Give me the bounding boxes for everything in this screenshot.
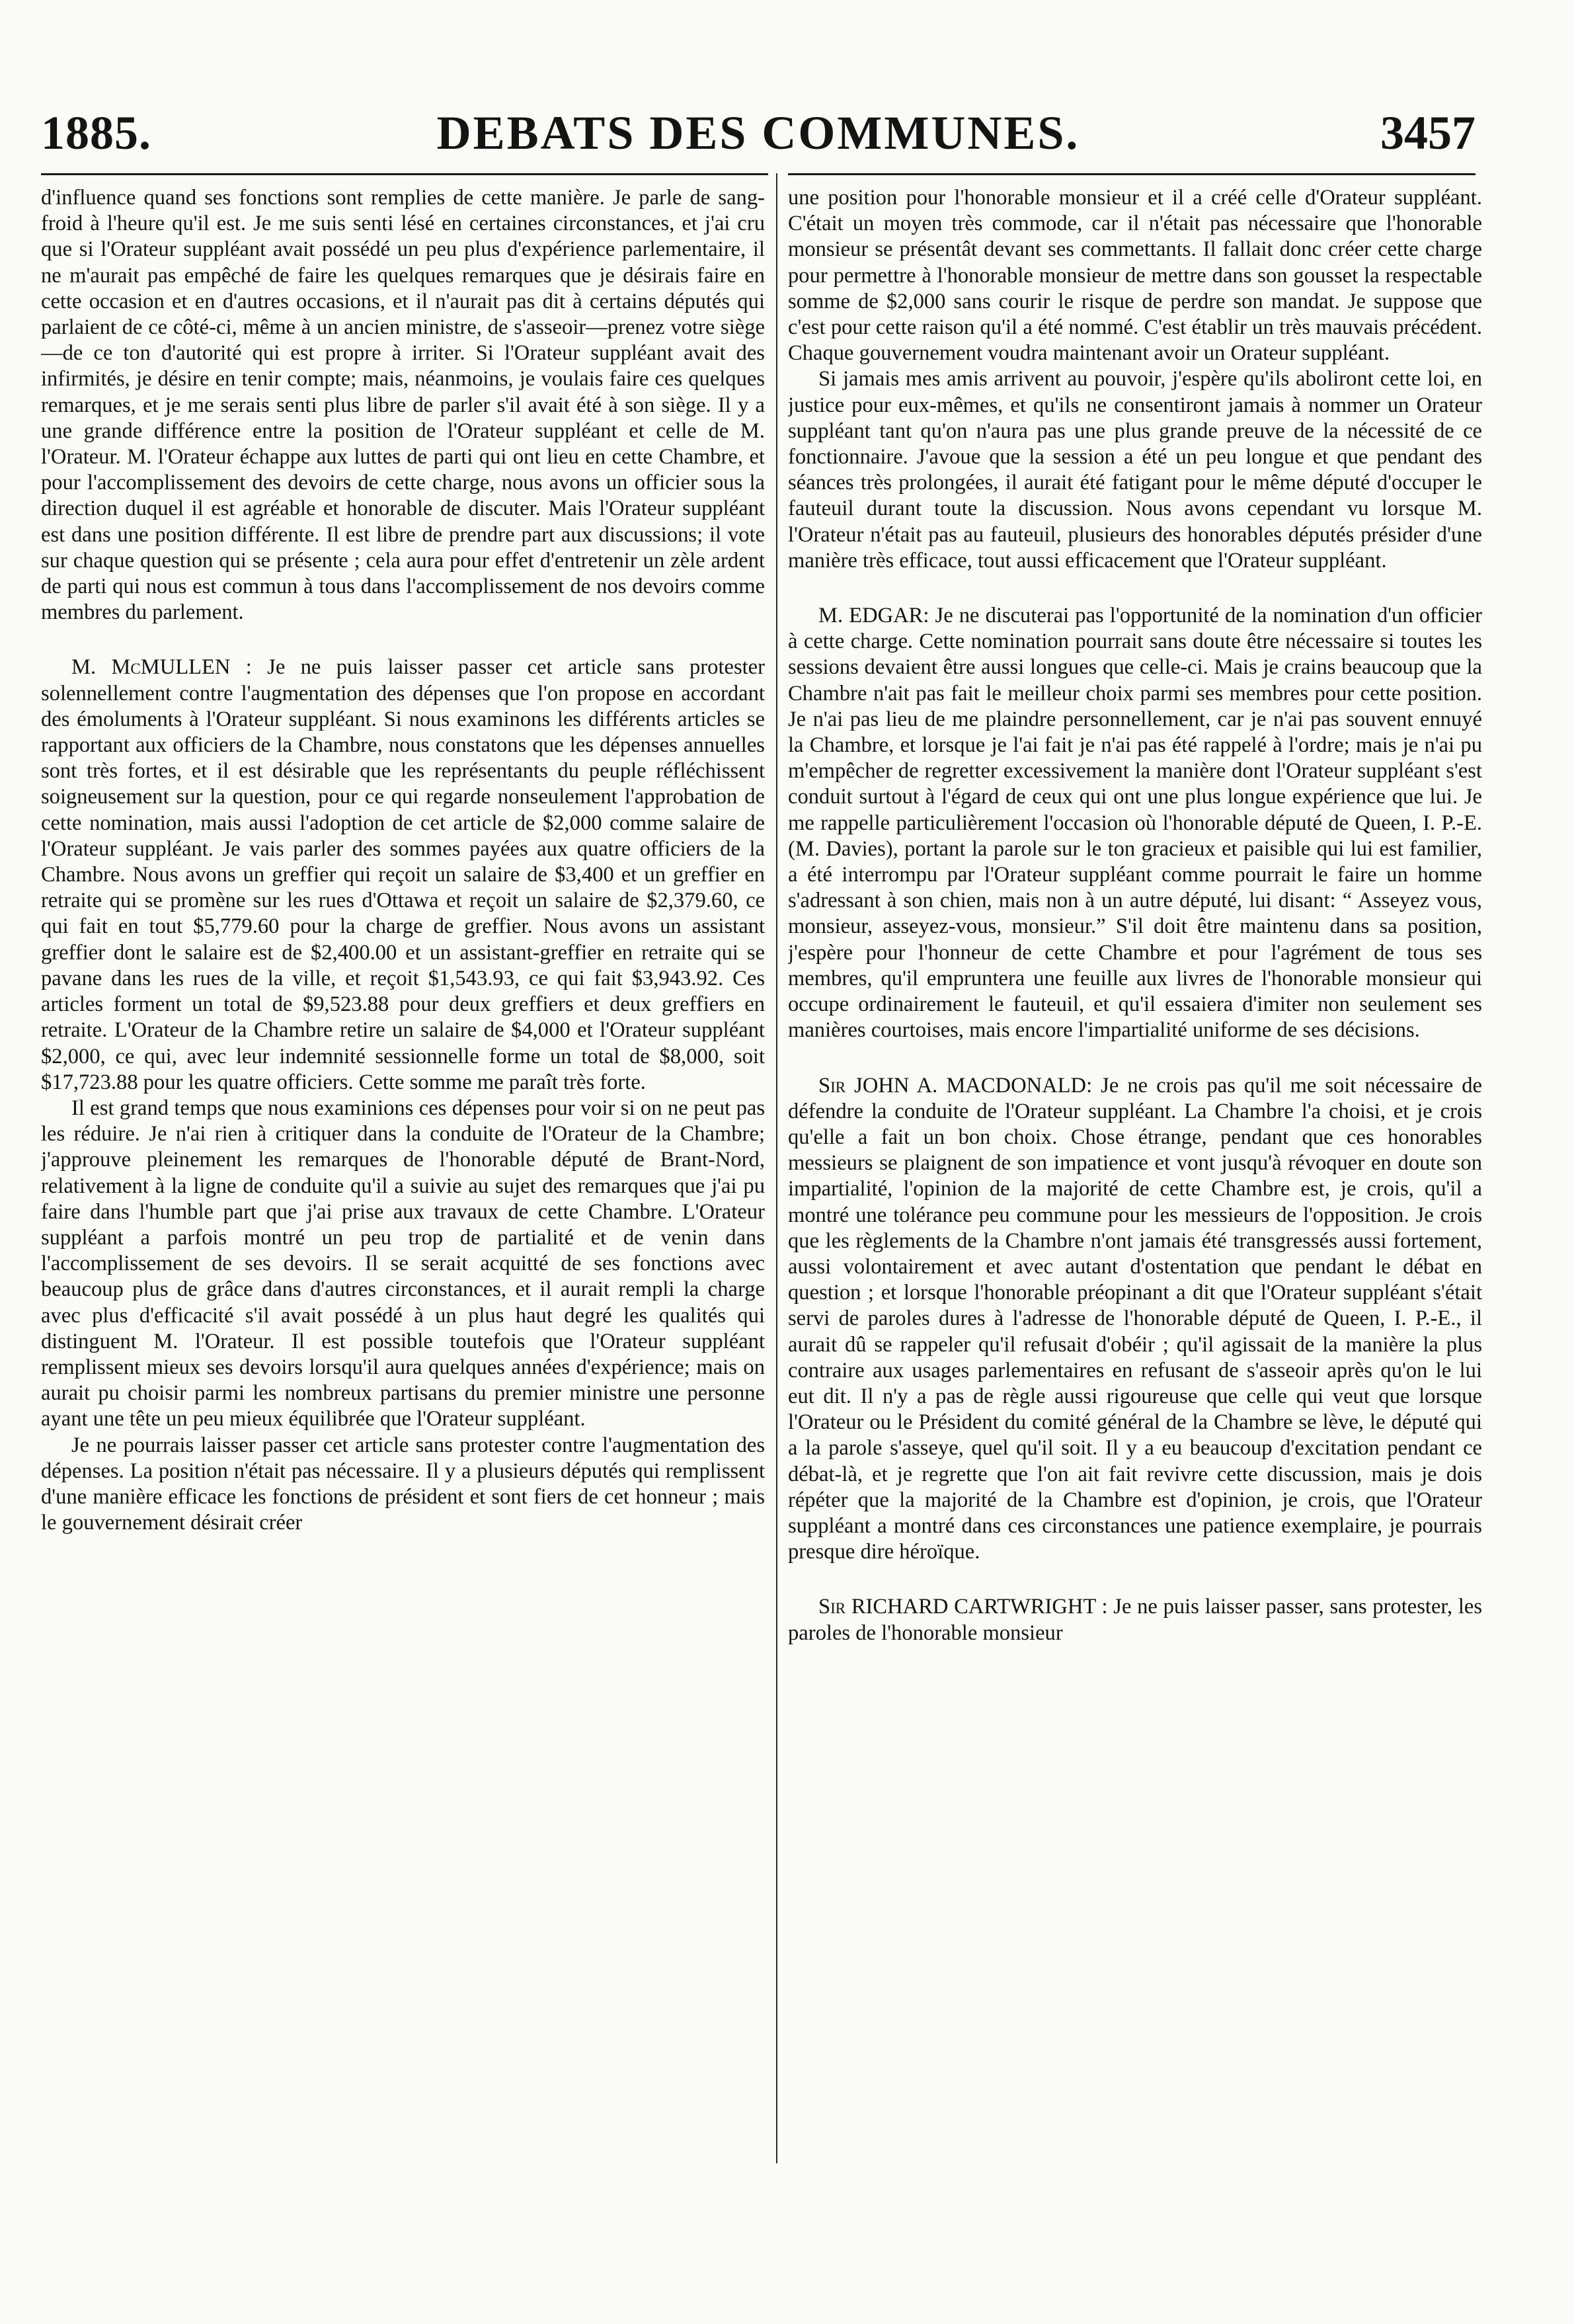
speech-text: Je ne discuterai pas l'opportunité de la nomination d'un officier à cette charge. Cette nomination pourrait sans doute être nécessaire si toutes les sessions devaient être aussi longues que celle-ci. Mais je crains beaucoup que la Chambre n'ait pas fait le meilleur choix parmi ses membres pour cette position. Je n'ai pas lieu de me plaindre personnellement, car je n'ai pas souvent ennuyé la Chambre, et lorsque je l'ai fait je n'ai pas été rappelé à l'ordre; mais je n'ai pu m'empêcher de regretter excessivement la manière dont l'Orateur suppléant s'est conduit surtout à l'égard de ceux qui ont une plus longue expérience que lui. Je me rappelle particulièrement l'occasion où l'honorable député de Queen, I. P.-E. (M. Davies), portant la parole sur le ton gracieux et paisible qui lui est familier, a été interrompu par l'Orateur suppléant comme pourrait le faire un homme s'adressant à son chien, mais non à un autre député, lui disant: “ Asseyez vous, monsieur, asseyez-vous, monsieur.” S'il doit être maintenu dans sa position, j'espère pour l'honneur de cette Chambre et pour l'agrément de tous ses membres, qu'il emprunterа une feuille aux livres de l'honorable monsieur qui occupe ordinairement le fauteuil, et qu'il essaiera d'imiter non seulement ses manières courtoises, mais encore l'impartialité uniforme de ses décisions. bbox=[788, 604, 1482, 1043]
header-title: DEBATS DES COMMUNES. bbox=[436, 106, 1080, 159]
speaker-name: Sir RICHARD CARTWRIGHT : bbox=[818, 1595, 1108, 1619]
speaker-name: M. EDGAR: bbox=[818, 604, 929, 628]
header-rule-left bbox=[41, 173, 768, 175]
speech-text: Je ne puis laisser passer, sans protester, les paroles de l'honorable monsieur bbox=[788, 1595, 1482, 1645]
paragraph bbox=[788, 1594, 1482, 1646]
header-page-number: 3457 bbox=[1380, 106, 1476, 159]
speaker-name: M. McMULLEN : bbox=[71, 655, 252, 680]
paragraph: Je ne pourrais laisser passer cet article sans protester contre l'augmentation des dépenses. La position n'était pas nécessaire. Il y a plusieurs députés qui remplissent d'une manière efficace les fonctions de président et sont fiers de cet honneur ; mais le gouvernement désirait créer bbox=[41, 1433, 765, 1535]
right-column bbox=[788, 185, 1482, 2188]
header-rule-right bbox=[788, 173, 1476, 175]
paragraph bbox=[788, 1073, 1482, 1566]
speaker-name: Sir JOHN A. MACDONALD: bbox=[818, 1073, 1093, 1098]
left-column bbox=[41, 185, 765, 2188]
header-year: 1885. bbox=[41, 106, 151, 159]
paragraph: Il est grand temps que nous examinions ces dépenses pour voir si on ne peut pas les réduire. Je n'ai rien à critiquer dans la conduite de l'Orateur de la Chambre; j'approuve pleinement les remarques de l'honorable député de Brant-Nord, relativement à la ligne de conduite qu'il a suivie au sujet des remarques que j'ai pu faire dans l'humble part que j'ai prise aux travaux de cette Chambre. L'Orateur suppléant a parfois montré un peu trop de partialité et de venin dans l'accomplissement de ses devoirs. Il se serait acquitté de ses fonctions avec beaucoup plus de grâce dans d'autres circonstances, et il aurait rempli la charge avec plus d'efficacité s'il avait possédé à un plus haut degré les qualités qui distinguent M. l'Orateur. Il est possible toutefois que l'Orateur suppléant remplissent mieux ses devoirs lorsqu'il aura quelques années d'expérience; mais on aurait pu choisir parmi les nombreux partisans du premier ministre une personne ayant une tête un peu mieux équilibrée que l'Orateur suppléant. bbox=[41, 1096, 765, 1431]
paragraph bbox=[41, 655, 765, 1095]
paragraph: Si jamais mes amis arrivent au pouvoir, j'espère qu'ils aboliront cette loi, en justice pour eux-mêmes, et qu'ils ne consentiront jamais à nommer un Orateur suppléant tant qu'on n'aura pas une plus grande preuve de la nécessité de ce fonctionnaire. J'avoue que la session a été un peu longue et que pendant des séances très prolongées, il aurait été fatigant pour le même député d'occuper le fauteuil durant toute la discussion. Nous avons cependant vu lorsque M. l'Orateur n'était pas au fauteuil, plusieurs des honorables députés présider d'une manière très efficace, tout aussi efficacement que l'Orateur suppléant. bbox=[788, 367, 1482, 573]
page-header bbox=[41, 94, 1476, 160]
paragraph: d'influence quand ses fonctions sont remplies de cette manière. Je parle de sang-froid à l'heure qu'il est. Je me suis senti lésé en certaines circonstances, et j'ai cru que si l'Orateur suppléant avait possédé un peu plus d'expérience parlementaire, il ne m'aurait pas empêché de faire les quelques remarques que je désirais faire en cette occasion et en d'autres occasions, et il n'aurait pas dit à certains députés qui parlaient de ce côté-ci, même à un ancien ministre, de s'asseoir—prenez votre siège—de ce ton d'autorité qui est propre à irriter. Si l'Orateur suppléant avait des infirmités, je désire en tenir compte; mais, néanmoins, je voulais faire ces quelques remarques, et je me serais senti plus libre de parler s'il avait été à son siège. Il y a une grande différence entre la position de l'Orateur suppléant et celle de M. l'Orateur. M. l'Orateur échappe aux luttes de parti qui ont lieu en cette Chambre, et pour l'accomplissement des devoirs de cette charge, nous avons un officier sous la direction duquel il est agréable et honorable de discuter. Mais l'Orateur suppléant est dans une position différente. Il est libre de prendre part aux discussions; il vote sur chaque question qui se présente ; cela aura pour effet d'entretenir un zèle ardent de parti qui nous est commun à tous dans l'accomplissement de nos devoirs comme membres du parlement. bbox=[41, 186, 765, 625]
paragraph bbox=[788, 603, 1482, 1043]
paragraph: une position pour l'honorable monsieur et il a créé celle d'Orateur suppléant. C'était un moyen très commode, car il n'était pas nécessaire que l'honorable monsieur se présentât devant ses commettants. Il fallait donc créer cette charge pour permettre à l'honorable monsieur de mettre dans son gousset la respectable somme de $2,000 sans courir le risque de perdre son mandat. Je suppose que c'est pour cette raison qu'il a été nommé. C'est établir un très mauvais précédent. Chaque gouvernement voudra maintenant avoir un Orateur suppléant. bbox=[788, 186, 1482, 366]
speech-text: Je ne puis laisser passer cet article sans protester solennellement contre l'augmentation des dépenses que l'on propose en accordant des émoluments à l'Orateur suppléant. Si nous examinons les différents articles se rapportant aux officiers de la Chambre, nous constatons que les dépenses annuelles sont très fortes, et il est désirable que les représentants du peuple réfléchissent soigneusement sur la question, pour ce qui regarde nonseulement l'approbation de cette nomination, mais aussi l'adoption de cet article de $2,000 comme salaire de l'Orateur suppléant. Je vais parler des sommes payées aux quatre officiers de la Chambre. Nous avons un greffier qui reçoit un salaire de $3,400 et un greffier en retraite qui se promène sur les rues d'Ottawa et reçoit un salaire de $2,379.60, ce qui fait en tout $5,779.60 pour la charge de greffier. Nous avons un assistant greffier dont le salaire est de $2,400.00 et un assistant-greffier en retraite qui se pavane dans les rues de la ville, et reçoit $1,543.93, ce qui fait $3,943.92. Ces articles forment un total de $9,523.88 pour deux greffiers et deux greffiers en retraite. L'Orateur de la Chambre retire un salaire de $4,000 et l'Orateur suppléant $2,000, ce qui, avec leur indemnité sessionnelle forme un total de $8,000, soit $17,723.88 pour les quatre officiers. Cette somme me paraît très forte. bbox=[41, 655, 765, 1094]
column-divider bbox=[776, 173, 777, 2163]
speech-text: Je ne crois pas qu'il me soit nécessaire de défendre la conduite de l'Orateur suppléant. La Chambre l'a choisi, et je crois qu'elle a fait un bon choix. Chose étrange, pendant que ces honorables messieurs se plaignent de son impatience et vont jusqu'à révoquer en doute son impartialité, l'opinion de la majorité de cette Chambre est, je crois, qu'il a montré une tolérance peu commune pour les messieurs de l'opposition. Je crois que les règlements de la Chambre n'ont jamais été transgressés aussi fortement, aussi volontairement et avec autant d'ostentation que pendant le débat en question ; et lorsque l'honorable préopinant a dit que l'Orateur suppléant s'était servi de paroles dures à l'adresse de l'honorable député de Queen, I. P.-E., il aurait dû se rappeler qu'il refusait d'obéir ; qu'il agissait de la manière la plus contraire aux usages parlementaires en refusant de s'asseoir après qu'on le lui eut dit. Il n'y a pas de règle aussi rigoureuse que celle qui veut que lorsque l'Orateur ou le Président du comité général de la Chambre se lève, le député qui a la parole s'asseye, quel qu'il soit. Il y a eu beaucoup d'excitation pendant ce débat-là, et je regrette que l'on ait fait revivre cette discussion, mais je dois répéter que la majorité de la Chambre est d'opinion, je crois, que l'Orateur suppléant a montré dans ces circonstances une patience exemplaire, je pourrais presque dire héroïque. bbox=[788, 1073, 1482, 1564]
